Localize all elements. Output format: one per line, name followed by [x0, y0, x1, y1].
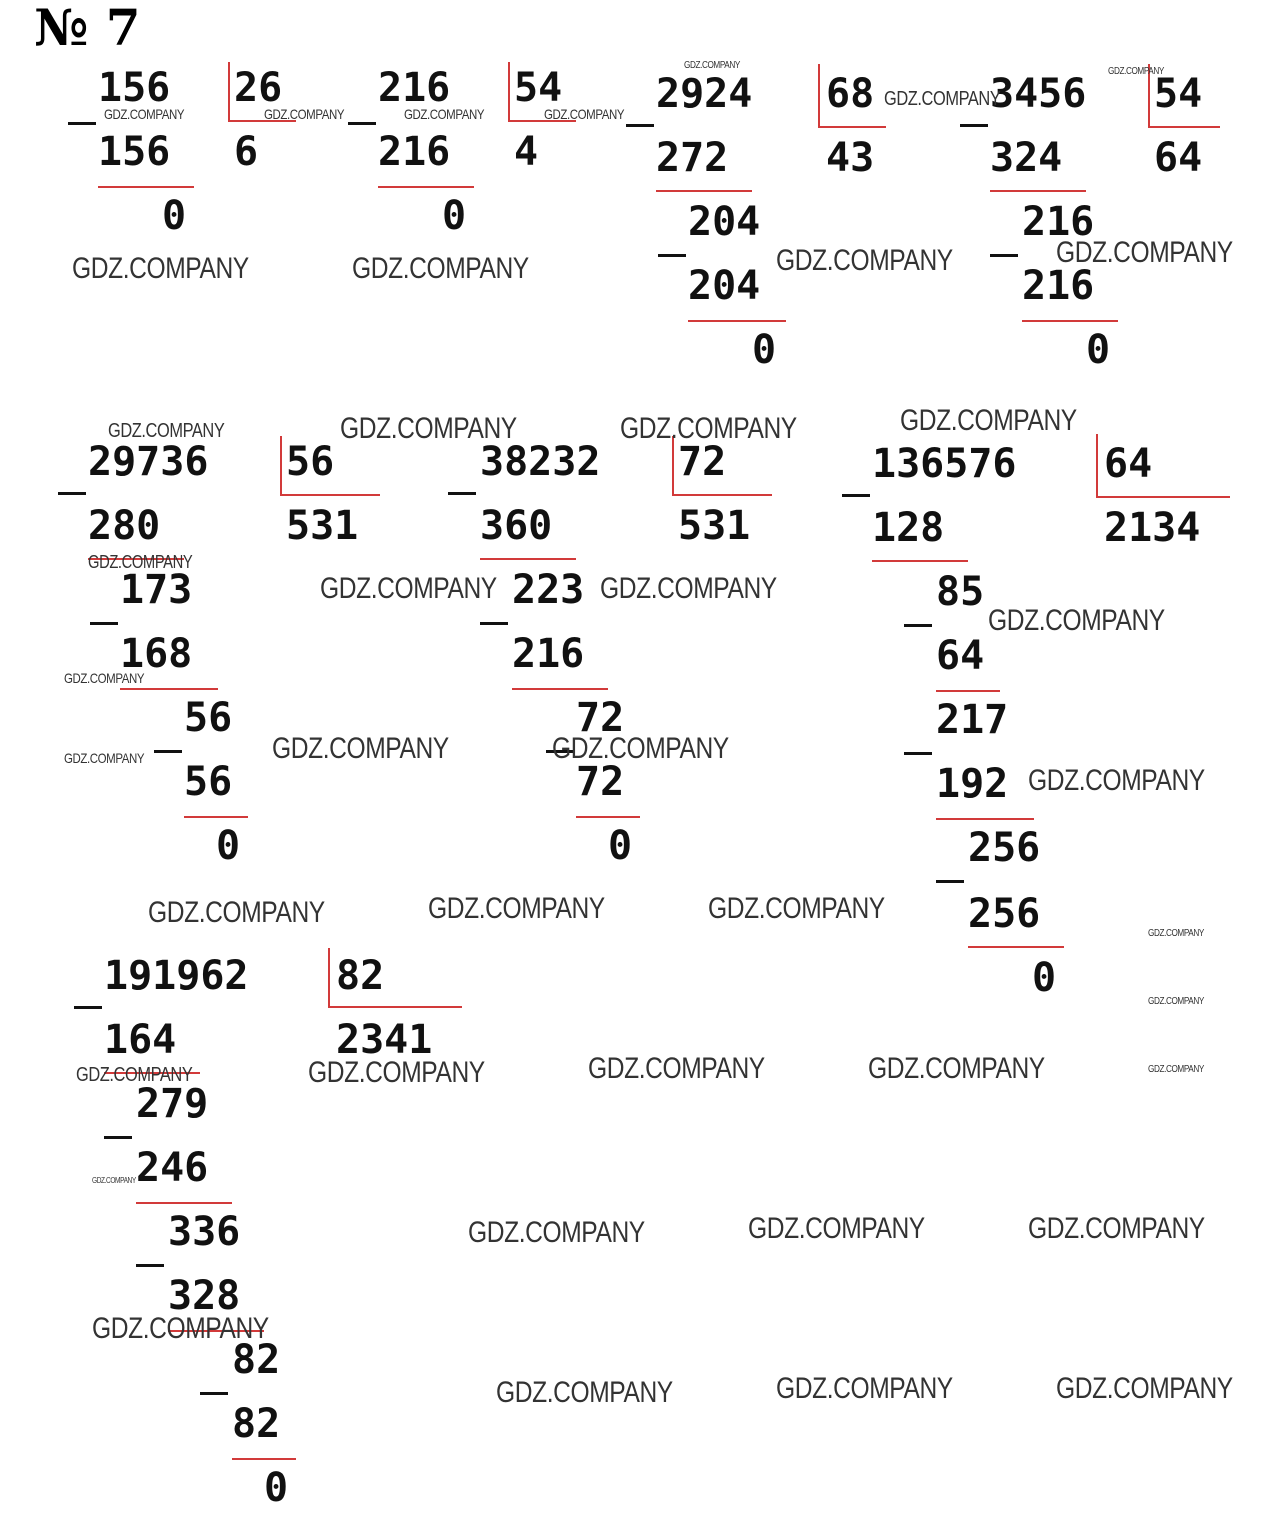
divisor: 64: [1104, 441, 1153, 487]
dividend: 156: [98, 65, 171, 111]
remainder: 173: [120, 567, 193, 613]
quotient: 6: [234, 129, 259, 175]
quotient: 43: [826, 135, 875, 181]
quotient: 4: [514, 129, 539, 175]
subtrahend: 64: [936, 633, 985, 679]
watermark: GDZ.COMPANY: [1056, 1372, 1233, 1405]
remainder: 0: [162, 193, 187, 239]
watermark: GDZ.COMPANY: [1148, 1064, 1204, 1075]
subtrahend: 328: [168, 1273, 241, 1319]
watermark: GDZ.COMPANY: [1028, 764, 1205, 797]
remainder: 336: [168, 1209, 241, 1255]
watermark: GDZ.COMPANY: [1148, 996, 1204, 1007]
minus-sign: [90, 622, 118, 625]
division-bracket-vertical: [818, 64, 820, 126]
divisor: 72: [678, 439, 727, 485]
remainder: 204: [688, 199, 761, 245]
minus-sign: [936, 880, 964, 883]
minus-sign: [658, 254, 686, 257]
remainder: 0: [216, 823, 241, 869]
subtrahend: 324: [990, 135, 1063, 181]
remainder: 0: [1032, 955, 1057, 1001]
remainder: 279: [136, 1081, 209, 1127]
watermark: GDZ.COMPANY: [352, 252, 529, 285]
dividend: 216: [378, 65, 451, 111]
remainder: 0: [1086, 327, 1111, 373]
subtrahend: 204: [688, 263, 761, 309]
minus-sign: [68, 122, 96, 125]
division-bracket-vertical: [280, 436, 282, 494]
watermark: GDZ.COMPANY: [600, 572, 777, 605]
dividend: 2924: [656, 71, 753, 117]
subtrahend: 280: [88, 503, 161, 549]
quotient: 2134: [1104, 505, 1201, 551]
dividend: 29736: [88, 439, 209, 485]
watermark: GDZ.COMPANY: [496, 1376, 673, 1409]
minus-sign: [842, 494, 870, 497]
watermark: GDZ.COMPANY: [1108, 66, 1164, 77]
watermark: GDZ.COMPANY: [320, 572, 497, 605]
remainder: 72: [576, 695, 625, 741]
minus-sign: [74, 1006, 102, 1009]
subtrahend: 256: [968, 891, 1041, 937]
minus-sign: [58, 492, 86, 495]
subtrahend: 216: [512, 631, 585, 677]
minus-sign: [348, 122, 376, 125]
dividend: 191962: [104, 953, 249, 999]
watermark: GDZ.COMPANY: [868, 1052, 1045, 1085]
subtrahend: 82: [232, 1401, 281, 1447]
watermark: GDZ.COMPANY: [308, 1056, 485, 1089]
watermark: GDZ.COMPANY: [64, 670, 145, 686]
divisor: 56: [286, 439, 335, 485]
subtrahend: 272: [656, 135, 729, 181]
remainder: 85: [936, 569, 985, 615]
subtrahend: 56: [184, 759, 233, 805]
remainder: 256: [968, 825, 1041, 871]
subtrahend: 216: [378, 129, 451, 175]
division-bracket-vertical: [508, 62, 510, 120]
division-bracket-vertical: [328, 948, 330, 1008]
watermark: GDZ.COMPANY: [544, 106, 625, 122]
remainder: 0: [264, 1465, 289, 1511]
watermark: GDZ.COMPANY: [588, 1052, 765, 1085]
watermark: GDZ.COMPANY: [776, 1372, 953, 1405]
remainder: 0: [608, 823, 633, 869]
remainder: 0: [752, 327, 777, 373]
watermark: GDZ.COMPANY: [468, 1216, 645, 1249]
watermark: GDZ.COMPANY: [72, 252, 249, 285]
watermark: GDZ.COMPANY: [148, 896, 325, 929]
watermark: GDZ.COMPANY: [552, 732, 729, 765]
minus-sign: [200, 1392, 228, 1395]
minus-sign: [626, 124, 654, 127]
subtrahend: 246: [136, 1145, 209, 1191]
divisor: 54: [514, 65, 563, 111]
division-bracket-vertical: [1096, 434, 1098, 496]
watermark: GDZ.COMPANY: [76, 1064, 193, 1086]
watermark: GDZ.COMPANY: [620, 412, 797, 445]
watermark: GDZ.COMPANY: [88, 552, 193, 572]
divisor: 82: [336, 953, 385, 999]
divisor: 68: [826, 71, 875, 117]
minus-sign: [154, 750, 182, 753]
watermark: GDZ.COMPANY: [92, 1176, 136, 1185]
watermark: GDZ.COMPANY: [92, 1312, 269, 1345]
dividend: 3456: [990, 71, 1087, 117]
quotient: 531: [678, 503, 751, 549]
watermark: GDZ.COMPANY: [404, 106, 485, 122]
watermark: GDZ.COMPANY: [776, 244, 953, 277]
dividend: 38232: [480, 439, 601, 485]
watermark: GDZ.COMPANY: [684, 60, 740, 71]
remainder: 82: [232, 1337, 281, 1383]
minus-sign: [480, 622, 508, 625]
subtrahend: 360: [480, 503, 553, 549]
remainder: 56: [184, 695, 233, 741]
minus-sign: [990, 254, 1018, 257]
watermark: GDZ.COMPANY: [1148, 928, 1204, 939]
subtrahend: 168: [120, 631, 193, 677]
watermark: GDZ.COMPANY: [1028, 1212, 1205, 1245]
minus-sign: [960, 124, 988, 127]
minus-sign: [448, 492, 476, 495]
watermark: GDZ.COMPANY: [884, 88, 1001, 110]
minus-sign: [136, 1264, 164, 1267]
divisor: 54: [1154, 71, 1203, 117]
subtrahend: 128: [872, 505, 945, 551]
dividend: 136576: [872, 441, 1017, 487]
watermark: GDZ.COMPANY: [64, 750, 145, 766]
subtrahend: 72: [576, 759, 625, 805]
watermark: GDZ.COMPANY: [428, 892, 605, 925]
watermark: GDZ.COMPANY: [900, 404, 1077, 437]
remainder: 223: [512, 567, 585, 613]
watermark: GDZ.COMPANY: [264, 106, 345, 122]
watermark: GDZ.COMPANY: [988, 604, 1165, 637]
watermark: GDZ.COMPANY: [748, 1212, 925, 1245]
remainder: 216: [1022, 199, 1095, 245]
subtrahend: 164: [104, 1017, 177, 1063]
quotient: 531: [286, 503, 359, 549]
minus-sign: [104, 1136, 132, 1139]
watermark: GDZ.COMPANY: [272, 732, 449, 765]
quotient: 64: [1154, 135, 1203, 181]
remainder: 217: [936, 697, 1009, 743]
minus-sign: [904, 752, 932, 755]
minus-sign: [904, 624, 932, 627]
watermark: GDZ.COMPANY: [340, 412, 517, 445]
quotient: 2341: [336, 1017, 433, 1063]
watermark: GDZ.COMPANY: [708, 892, 885, 925]
subtrahend: 216: [1022, 263, 1095, 309]
remainder: 0: [442, 193, 467, 239]
exercise-number: № 7: [34, 0, 141, 57]
watermark: GDZ.COMPANY: [104, 106, 185, 122]
subtrahend: 156: [98, 129, 171, 175]
division-bracket-vertical: [228, 62, 230, 120]
watermark: GDZ.COMPANY: [108, 420, 225, 442]
divisor: 26: [234, 65, 283, 111]
subtrahend: 192: [936, 761, 1009, 807]
watermark: GDZ.COMPANY: [1056, 236, 1233, 269]
